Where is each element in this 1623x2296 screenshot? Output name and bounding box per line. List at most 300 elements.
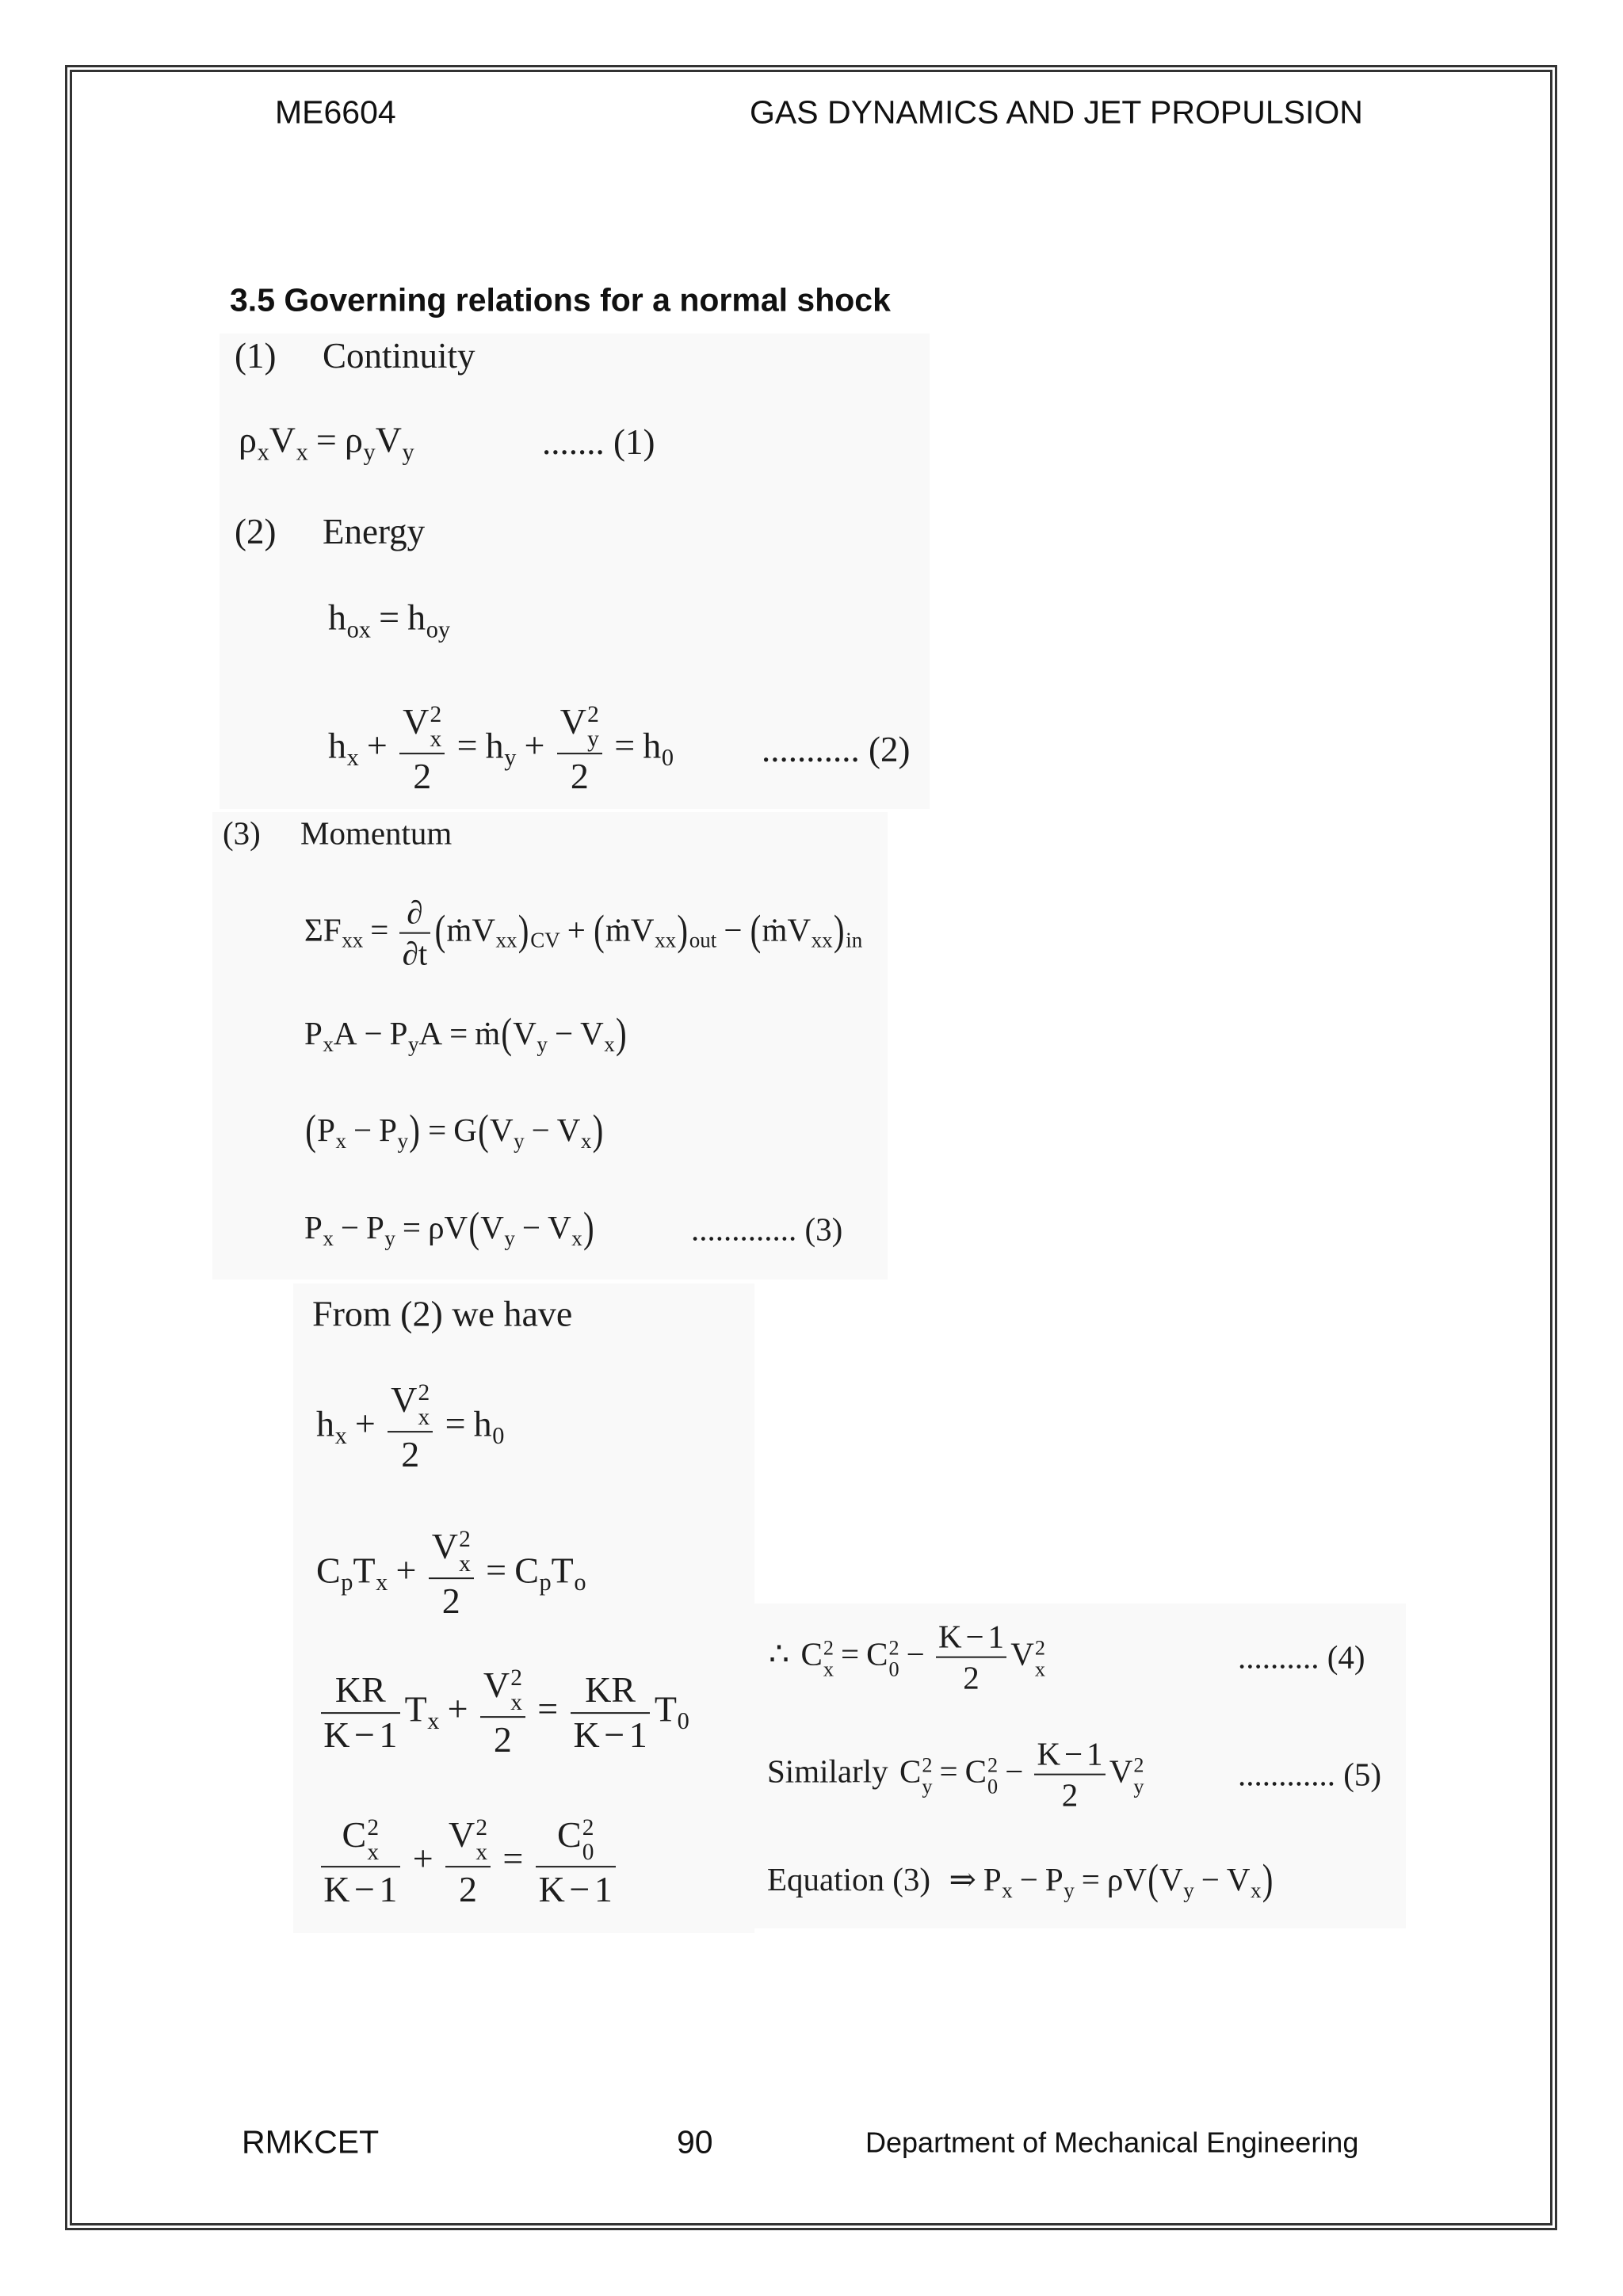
math-symbol: P xyxy=(317,1111,335,1148)
superscript-subscript xyxy=(922,1754,932,1798)
continuity-equation xyxy=(239,418,414,466)
math-symbol: h xyxy=(328,725,346,766)
math-symbol: 2 xyxy=(570,755,589,796)
operator: = xyxy=(445,1403,466,1444)
sound-speed-y-equation xyxy=(767,1736,1144,1814)
parenthesis: ) xyxy=(409,1105,420,1154)
parenthesis: ( xyxy=(305,1105,316,1154)
momentum-restated-equation xyxy=(767,1855,1274,1904)
operator: = xyxy=(502,1838,524,1879)
course-code: ME6604 xyxy=(275,93,396,131)
fraction-denominator xyxy=(439,1581,463,1623)
math-symbol: V xyxy=(431,1526,458,1567)
fraction-numerator xyxy=(936,1619,1007,1656)
math-symbol: ρV xyxy=(428,1208,468,1245)
math-symbol: C xyxy=(964,1753,987,1790)
superscript-subscript xyxy=(510,1666,522,1715)
fraction-numerator xyxy=(399,701,444,752)
fraction xyxy=(321,1814,401,1911)
fraction-numerator xyxy=(1034,1736,1106,1773)
parenthesis: ( xyxy=(501,1009,513,1058)
fraction xyxy=(388,1379,432,1476)
math-symbol: P xyxy=(304,1014,323,1051)
math-symbol: T xyxy=(353,1550,376,1591)
fraction-bar xyxy=(429,1578,473,1580)
math-symbol: P xyxy=(366,1208,384,1245)
math-symbol: h xyxy=(485,725,504,766)
math-symbol: 2 xyxy=(1061,1776,1079,1814)
operator: + xyxy=(366,725,388,766)
energy-equation xyxy=(328,701,674,798)
superscript: 2 xyxy=(459,1527,471,1553)
math-symbol: V xyxy=(1109,1753,1133,1790)
fraction-bar xyxy=(557,753,601,755)
math-symbol: V xyxy=(391,1379,418,1421)
math-symbol: V xyxy=(580,1014,604,1051)
subscript: CV xyxy=(530,929,560,953)
operator: = xyxy=(537,1688,559,1730)
math-symbol: K xyxy=(573,1714,600,1756)
subscript: y xyxy=(402,438,414,466)
superscript: 2 xyxy=(430,702,442,728)
subscript: 0 xyxy=(677,1707,689,1735)
math-symbol: V xyxy=(489,1111,514,1148)
superscript-subscript xyxy=(430,703,442,752)
operator: + xyxy=(524,725,545,766)
operator: − xyxy=(604,1714,625,1756)
math-symbol: ρ xyxy=(344,419,363,460)
subscript: out xyxy=(689,929,717,953)
superscript: 2 xyxy=(582,1815,594,1841)
subscript: xx xyxy=(811,929,833,953)
fraction-bar xyxy=(936,1657,1007,1658)
fraction-numerator xyxy=(582,1669,639,1711)
subscript: x xyxy=(510,1690,522,1716)
math-symbol: 1 xyxy=(379,1868,398,1909)
math-symbol: ∂ xyxy=(407,894,423,931)
fraction xyxy=(480,1665,525,1761)
fraction-numerator xyxy=(404,894,426,932)
math-symbol: V xyxy=(375,419,402,460)
operator: − xyxy=(531,1111,550,1148)
subsection-title: Continuity xyxy=(323,336,475,376)
operator: = xyxy=(614,725,636,766)
math-symbol: V xyxy=(1159,1860,1183,1897)
subsection-number: (2) xyxy=(235,512,277,551)
parenthesis: ( xyxy=(478,1105,489,1154)
subscript: x xyxy=(427,1707,440,1735)
math-symbol: h xyxy=(407,597,426,638)
math-text: ∴ xyxy=(769,1635,790,1672)
math-symbol: KR xyxy=(334,1669,386,1710)
operator: = xyxy=(939,1753,958,1790)
fraction xyxy=(399,701,444,798)
subscript: x xyxy=(571,1226,582,1250)
operator: = xyxy=(379,597,400,638)
superscript-subscript xyxy=(475,1816,487,1865)
subscript: in xyxy=(846,929,863,953)
fraction-bar xyxy=(480,1717,525,1718)
momentum-general-equation xyxy=(304,894,862,973)
math-symbol: ṁV xyxy=(446,911,495,948)
math-symbol: V xyxy=(403,701,430,742)
subscript: x xyxy=(823,1657,834,1681)
equation-number: ....... (1) xyxy=(542,422,655,462)
superscript-subscript xyxy=(987,1754,998,1798)
math-symbol: K xyxy=(538,1868,565,1909)
parenthesis: ( xyxy=(434,905,446,954)
fraction-bar xyxy=(321,1712,401,1714)
energy-kr-equation xyxy=(316,1665,689,1761)
superscript-subscript xyxy=(587,703,599,752)
math-symbol: 1 xyxy=(987,1618,1005,1655)
math-symbol: C xyxy=(514,1550,539,1591)
fraction-numerator xyxy=(429,1526,473,1577)
energy-sound-speed-equation xyxy=(316,1814,620,1911)
fraction-numerator xyxy=(557,701,601,752)
energy-cp-equation xyxy=(316,1526,586,1623)
superscript: 2 xyxy=(1034,1636,1045,1660)
math-symbol: K xyxy=(938,1618,962,1655)
subscript: y xyxy=(1133,1775,1144,1798)
operator: ⇒ xyxy=(949,1860,976,1897)
math-symbol: 1 xyxy=(594,1868,613,1909)
math-symbol: h xyxy=(643,725,662,766)
math-symbol: V xyxy=(480,1208,504,1245)
fraction-numerator xyxy=(339,1814,382,1865)
parenthesis: ) xyxy=(582,1203,594,1252)
subscript: y xyxy=(1064,1878,1075,1902)
math-symbol: C xyxy=(800,1635,823,1672)
fraction-denominator xyxy=(567,756,591,798)
math-symbol: 2 xyxy=(413,755,432,796)
superscript-subscript xyxy=(418,1381,430,1430)
math-symbol: V xyxy=(548,1208,571,1245)
parenthesis: ( xyxy=(594,905,605,954)
fraction-denominator xyxy=(399,935,430,972)
math-symbol: T xyxy=(404,1688,427,1730)
parenthesis: ) xyxy=(677,905,688,954)
subscript: o xyxy=(574,1569,586,1596)
subscript: y xyxy=(514,1128,525,1153)
superscript-subscript xyxy=(367,1816,379,1865)
subscript: x xyxy=(335,1128,346,1153)
operator: = xyxy=(840,1635,860,1672)
math-symbol: 2 xyxy=(493,1718,512,1760)
subscript: y xyxy=(1183,1878,1194,1902)
math-symbol: V xyxy=(1226,1860,1251,1897)
fraction-numerator xyxy=(388,1379,432,1430)
operator: − xyxy=(1005,1753,1024,1790)
parenthesis: ) xyxy=(1262,1855,1274,1904)
subscript: oy xyxy=(426,616,451,643)
fraction-bar xyxy=(1034,1774,1106,1775)
superscript: 2 xyxy=(1133,1753,1144,1777)
subscript: x xyxy=(367,1840,380,1866)
parenthesis: ( xyxy=(1148,1855,1159,1904)
superscript-subscript xyxy=(1133,1754,1144,1798)
math-symbol: h xyxy=(328,597,346,638)
parenthesis: ) xyxy=(517,905,529,954)
math-symbol: ṁ xyxy=(475,1014,501,1051)
subscript: p xyxy=(341,1569,353,1596)
math-symbol: G xyxy=(453,1111,477,1148)
superscript-subscript xyxy=(459,1527,471,1577)
subscript: p xyxy=(539,1569,552,1596)
fraction-numerator xyxy=(332,1669,388,1711)
subscript: x xyxy=(257,438,269,466)
fraction xyxy=(936,1619,1007,1697)
from-energy-note: From (2) we have xyxy=(312,1293,573,1334)
superscript: 2 xyxy=(367,1815,380,1841)
parenthesis: ) xyxy=(592,1105,604,1154)
math-symbol: 2 xyxy=(441,1580,460,1621)
math-symbol: C xyxy=(899,1753,922,1790)
course-title: GAS DYNAMICS AND JET PROPULSION xyxy=(750,93,1363,131)
math-text: Similarly xyxy=(767,1753,888,1790)
equation-number: ............. (3) xyxy=(691,1211,843,1248)
parenthesis: ) xyxy=(833,905,845,954)
math-symbol: P xyxy=(304,1208,323,1245)
math-symbol: ∂t xyxy=(402,935,428,972)
subsection-number: (3) xyxy=(223,814,261,852)
math-symbol: ΣF xyxy=(304,911,342,948)
stagnation-enthalpy-equation xyxy=(328,595,450,643)
fraction-bar xyxy=(571,1712,651,1714)
subscript: x xyxy=(296,438,308,466)
subscript: x xyxy=(459,1551,471,1577)
math-symbol: h xyxy=(316,1403,334,1444)
operator: − xyxy=(364,1014,383,1051)
operator: − xyxy=(353,1868,375,1909)
fraction-bar xyxy=(388,1432,432,1433)
math-symbol: 1 xyxy=(379,1714,398,1756)
subscript: xx xyxy=(495,929,517,953)
subscript: y xyxy=(922,1775,933,1798)
math-symbol: V xyxy=(269,419,296,460)
math-symbol: KR xyxy=(585,1669,636,1710)
subscript: x xyxy=(323,1226,334,1250)
operator: = xyxy=(370,911,389,948)
math-symbol: K xyxy=(323,1714,350,1756)
operator: − xyxy=(521,1208,541,1245)
math-symbol: V xyxy=(448,1814,475,1855)
operator: = xyxy=(428,1111,447,1148)
math-symbol: C xyxy=(342,1814,367,1855)
operator: − xyxy=(1064,1735,1083,1772)
math-symbol: P xyxy=(389,1014,408,1051)
math-symbol: C xyxy=(316,1550,341,1591)
superscript-subscript xyxy=(889,1637,899,1680)
superscript: 2 xyxy=(987,1753,999,1777)
subscript: 0 xyxy=(492,1422,505,1450)
fraction-denominator xyxy=(960,1659,982,1696)
math-text: Equation (3) xyxy=(767,1860,931,1897)
operator: = xyxy=(486,1550,507,1591)
fraction-denominator xyxy=(399,1434,422,1476)
subscript: x xyxy=(1034,1657,1045,1681)
institution-name: RMKCET xyxy=(242,2123,380,2161)
fraction xyxy=(445,1814,490,1911)
math-symbol: C xyxy=(556,1814,582,1855)
operator: − xyxy=(554,1014,574,1051)
subscript: x xyxy=(1002,1878,1013,1902)
fraction-numerator xyxy=(554,1814,597,1865)
math-symbol: V xyxy=(513,1014,537,1051)
fraction-denominator xyxy=(456,1869,479,1911)
superscript: 2 xyxy=(922,1753,933,1777)
operator: − xyxy=(569,1868,590,1909)
parenthesis: ( xyxy=(468,1203,480,1252)
operator: + xyxy=(354,1403,376,1444)
fraction-bar xyxy=(445,1867,490,1868)
fraction-denominator xyxy=(536,1869,616,1911)
subsection-title: Energy xyxy=(323,512,426,551)
superscript: 2 xyxy=(888,1636,899,1660)
subscript: 0 xyxy=(582,1840,594,1866)
subscript: x xyxy=(475,1840,488,1866)
department-name: Department of Mechanical Engineering xyxy=(865,2126,1359,2159)
subscript: 0 xyxy=(888,1657,899,1681)
equation-number: ........... (2) xyxy=(762,730,911,769)
fraction-denominator xyxy=(491,1719,514,1761)
subsection-title: Momentum xyxy=(300,814,453,852)
math-symbol: 1 xyxy=(628,1714,647,1756)
fraction-denominator xyxy=(1060,1776,1081,1814)
operator: + xyxy=(412,1838,433,1879)
math-symbol: T xyxy=(551,1550,574,1591)
operator: = xyxy=(315,419,337,460)
operator: − xyxy=(353,1714,375,1756)
fraction xyxy=(536,1814,616,1911)
math-symbol: h xyxy=(473,1403,492,1444)
operator: = xyxy=(456,725,478,766)
subscript: y xyxy=(537,1032,548,1056)
math-symbol: K xyxy=(323,1868,350,1909)
operator: + xyxy=(567,911,586,948)
subscript: y xyxy=(504,1226,515,1250)
fraction-denominator xyxy=(321,1714,401,1756)
subscript: y xyxy=(587,727,599,753)
operator: − xyxy=(353,1111,372,1148)
fraction xyxy=(321,1669,401,1757)
fraction-bar xyxy=(321,1867,401,1868)
subscript: y xyxy=(384,1226,395,1250)
superscript: 2 xyxy=(587,702,599,728)
operator: − xyxy=(965,1618,984,1655)
subscript: x xyxy=(1251,1878,1262,1902)
fraction-numerator xyxy=(480,1665,525,1715)
parenthesis: ( xyxy=(750,905,762,954)
subscript: 0 xyxy=(661,744,674,772)
fraction-denominator xyxy=(571,1714,651,1756)
math-symbol: P xyxy=(379,1111,397,1148)
math-symbol: ρV xyxy=(1106,1860,1147,1897)
subscript: x xyxy=(323,1032,334,1056)
math-symbol: K xyxy=(1037,1735,1061,1772)
subscript: y xyxy=(504,744,517,772)
section-title: 3.5 Governing relations for a normal shock xyxy=(230,281,891,318)
subsection-number: (1) xyxy=(235,336,277,376)
momentum-mass-flux-equation xyxy=(304,1105,605,1154)
fraction xyxy=(1034,1736,1106,1814)
subscript: xx xyxy=(655,929,677,953)
superscript-subscript xyxy=(582,1816,594,1865)
fraction-denominator xyxy=(321,1869,401,1911)
operator: − xyxy=(1019,1860,1038,1897)
math-symbol: ṁV xyxy=(762,911,812,948)
superscript-subscript xyxy=(1035,1637,1045,1680)
operator: − xyxy=(1201,1860,1220,1897)
math-symbol: V xyxy=(1010,1635,1034,1672)
fraction-bar xyxy=(536,1867,616,1868)
subscript: x xyxy=(334,1422,347,1450)
subscript: x xyxy=(580,1128,592,1153)
math-symbol: A xyxy=(333,1014,357,1051)
fraction xyxy=(399,894,430,973)
operator: + xyxy=(395,1550,417,1591)
operator: − xyxy=(724,911,743,948)
math-symbol: V xyxy=(556,1111,581,1148)
subscript: x xyxy=(376,1569,388,1596)
fraction-bar xyxy=(399,753,444,755)
energy-x-equation xyxy=(316,1379,504,1476)
math-symbol: 2 xyxy=(401,1433,420,1474)
operator: − xyxy=(340,1208,360,1245)
equation-number: ............ (5) xyxy=(1238,1756,1382,1793)
equation-number: .......... (4) xyxy=(1238,1638,1365,1676)
math-symbol: A xyxy=(418,1014,443,1051)
subscript: x xyxy=(604,1032,615,1056)
operator: = xyxy=(402,1208,422,1245)
fraction xyxy=(429,1526,473,1623)
math-symbol: ρ xyxy=(239,419,257,460)
math-symbol: T xyxy=(654,1688,678,1730)
superscript: 2 xyxy=(418,1380,430,1406)
math-symbol: 2 xyxy=(963,1659,980,1696)
fraction-bar xyxy=(399,933,430,934)
math-symbol: 2 xyxy=(459,1868,478,1909)
subscript: x xyxy=(430,727,442,753)
superscript-subscript xyxy=(823,1637,834,1680)
math-symbol: V xyxy=(483,1665,510,1706)
fraction-denominator xyxy=(411,756,434,798)
operator: − xyxy=(906,1635,925,1672)
subscript: xx xyxy=(342,929,364,953)
operator: + xyxy=(447,1688,468,1730)
subscript: y xyxy=(363,438,376,466)
math-symbol: V xyxy=(559,701,586,742)
math-symbol: C xyxy=(866,1635,888,1672)
momentum-equation xyxy=(304,1203,595,1252)
page-number: 90 xyxy=(677,2123,713,2161)
parenthesis: ) xyxy=(616,1009,627,1058)
math-symbol: P xyxy=(1044,1860,1064,1897)
subscript: x xyxy=(346,744,359,772)
math-symbol: P xyxy=(983,1860,1002,1897)
superscript: 2 xyxy=(475,1815,488,1841)
operator: = xyxy=(449,1014,468,1051)
momentum-force-equation xyxy=(304,1009,628,1058)
superscript: 2 xyxy=(823,1636,834,1660)
fraction xyxy=(557,701,601,798)
subscript: x xyxy=(418,1405,430,1431)
sound-speed-x-equation xyxy=(769,1619,1045,1697)
subscript: ox xyxy=(346,616,371,643)
subscript: y xyxy=(407,1032,419,1056)
operator: = xyxy=(1081,1860,1100,1897)
superscript: 2 xyxy=(510,1665,522,1691)
